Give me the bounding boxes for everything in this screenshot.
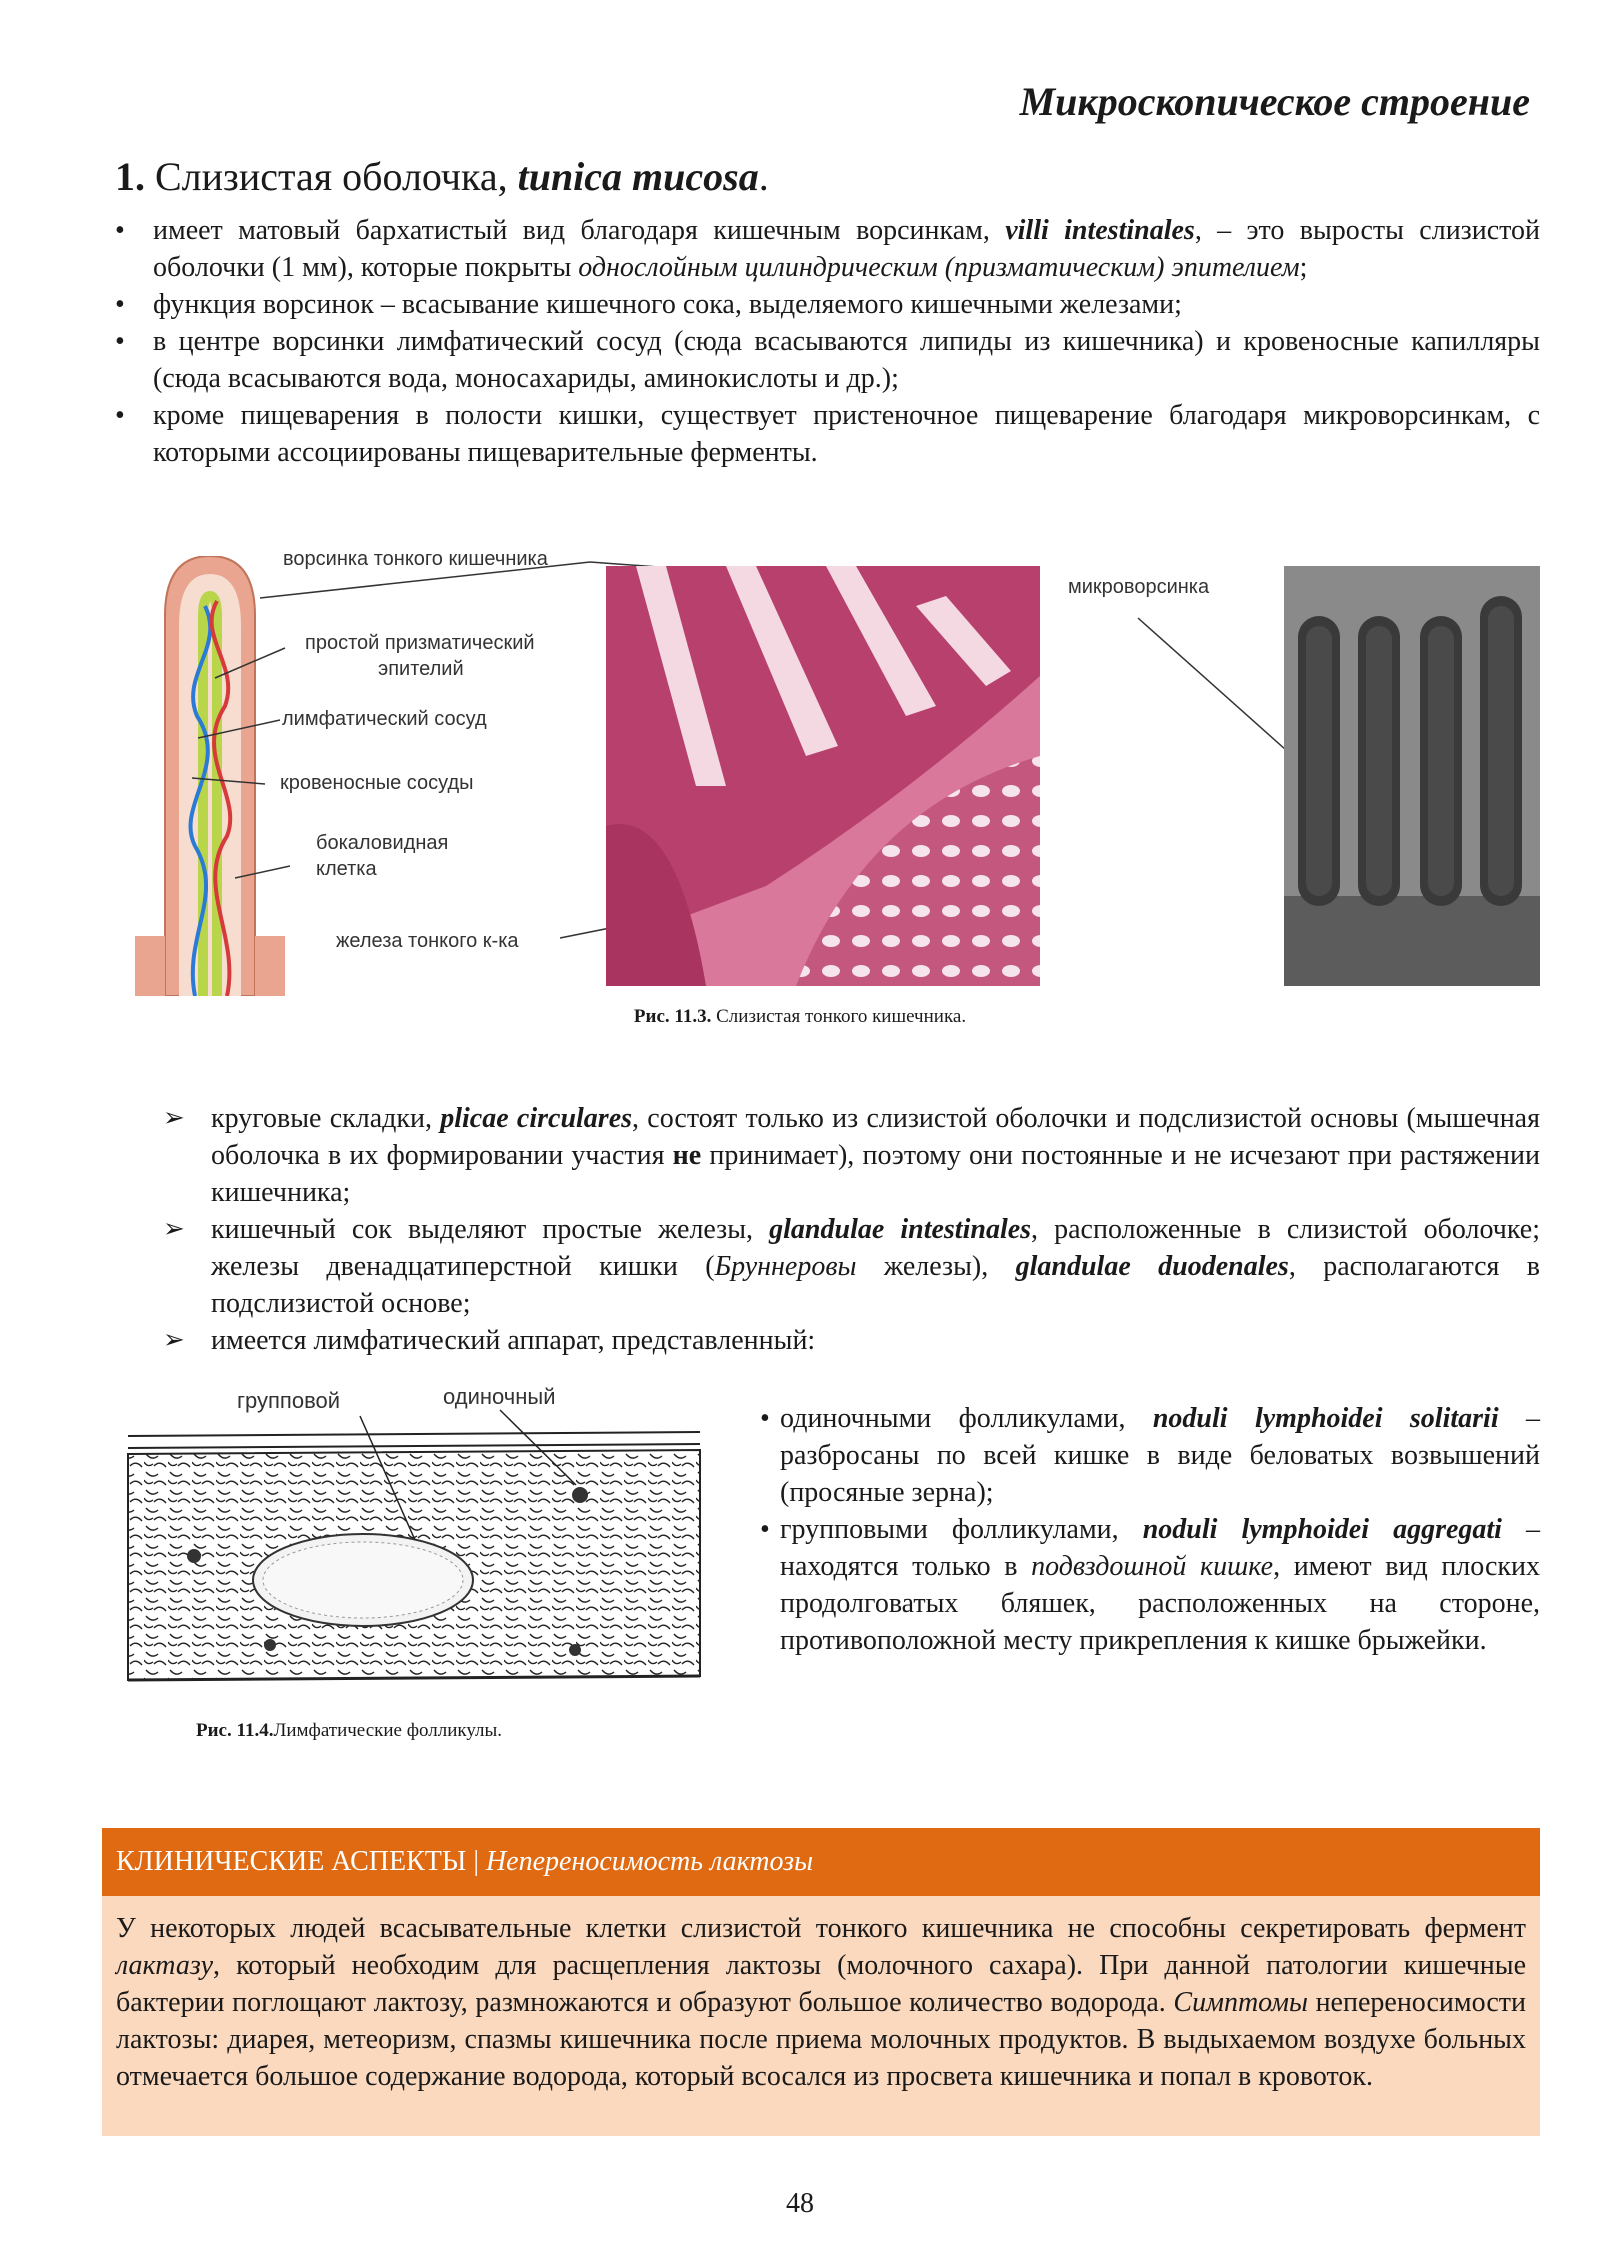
follicle-item: • групповыми фолликулами, noduli lymphoidei aggregati – находятся только в подвздошной кишке, имеют вид плоских продолговатых бляшек, расположенных на стороне, противоположной месту прикрепления к кишке брыжейки.: [760, 1511, 1540, 1659]
clinical-aspects-body: У некоторых людей всасывательные клетки слизистой тонкого кишечника не способны секретировать фермент лактазу, который необходим для расщепления лактозы (молочного сахара). При данной патологии кишечные бактерии поглощают лактозу, размножаются и образуют большое количество водорода. Симптомы непереносимости лактозы: диарея, метеоризм, спазмы кишечника после приема молочных продуктов. В выдыхаемом воздухе больных отмечается большое содержание водорода, который всосался из просвета кишечника и попал в кровоток.: [102, 1896, 1540, 2136]
label-epithelium-line1: простой призматический: [305, 632, 535, 654]
label-lymphatic-vessel: лимфатический сосуд: [282, 708, 487, 730]
label-epithelium-line2: эпителий: [378, 658, 464, 680]
section-number: 1.: [115, 154, 145, 199]
follicles-illustration: [120, 1380, 740, 1710]
figure-11-4-caption: Рис. 11.4.Лимфатические фолликулы.: [196, 1720, 503, 1741]
follicle-item: • одиночными фолликулами, noduli lymphoidei solitarii – разбросаны по всей кишке в виде беловатых возвышений (просяные зерна);: [760, 1400, 1540, 1511]
clinical-separator: |: [466, 1846, 486, 1877]
page-number: 48: [786, 2188, 814, 2219]
label-villus: ворсинка тонкого кишечника: [283, 548, 548, 570]
clinical-subheading: Непереносимость лактозы: [485, 1846, 814, 1877]
histology-micrograph: [606, 566, 1040, 986]
figure-11-3: [120, 548, 1540, 988]
label-blood-vessels: кровеносные сосуды: [280, 772, 474, 794]
section-title: [115, 153, 769, 200]
bullet-item: • имеет матовый бархатистый вид благодаря кишечным ворсинкам, villi intestinales, – это выросты слизистой оболочки (1 мм), которые покрыты однослойным цилиндрическим (призматическим) эпителием;: [115, 212, 1540, 286]
label-microvillus: микроворсинка: [1068, 576, 1210, 598]
arrow-item: ➢ имеется лимфатический аппарат, представленный:: [163, 1322, 1540, 1359]
arrow-item: ➢ кишечный сок выделяют простые железы, glandulae intestinales, расположенные в слизистой оболочке; железы двенадцатиперстной кишки (Бруннеровы железы), glandulae duodenales, располагаются в подслизистой основе;: [163, 1211, 1540, 1322]
follicle-list-block: [760, 1400, 1540, 1659]
arrow-item: ➢ круговые складки, plicae circulares, состоят только из слизистой оболочки и подслизистой основы (мышечная оболочка в их формировании участия не принимает), поэтому они постоянные и не исчезают при растяжении кишечника;: [163, 1100, 1540, 1211]
section-title-latin: tunica mucosa: [517, 154, 759, 199]
bullet-item: • кроме пищеварения в полости кишки, существует пристеночное пищеварение благодаря микроворсинкам, с которыми ассоциированы пищеварительные ферменты.: [115, 397, 1540, 471]
figure-11-3-caption: Рис. 11.3. Слизистая тонкого кишечника.: [633, 1006, 967, 1027]
arrow-list-block: [163, 1100, 1540, 1359]
bullet-item: • в центре ворсинки лимфатический сосуд (сюда всасываются липиды из кишечника) и кровеносные капилляры (сюда всасываются вода, моносахариды, аминокислоты и др.);: [115, 323, 1540, 397]
clinical-aspects-header: [102, 1828, 1540, 1896]
section-title-end: .: [758, 154, 769, 199]
label-goblet-line2: клетка: [316, 858, 377, 880]
electron-micrograph: [1284, 566, 1540, 986]
clinical-heading: КЛИНИЧЕСКИЕ АСПЕКТЫ: [116, 1846, 467, 1877]
label-single-follicle: одиночный: [443, 1384, 556, 1409]
bullet-list-block: [115, 212, 1540, 471]
section-title-plain: Слизистая оболочка,: [155, 154, 508, 199]
running-header: Микроскопическое строение: [1019, 79, 1530, 124]
figure-11-4: [120, 1380, 740, 1710]
bullet-item: • функция ворсинок – всасывание кишечного сока, выделяемого кишечными железами;: [115, 286, 1540, 323]
label-gland: железа тонкого к-ка: [336, 930, 519, 952]
label-group-follicle: групповой: [237, 1388, 341, 1413]
label-goblet-line1: бокаловидная: [316, 832, 449, 854]
